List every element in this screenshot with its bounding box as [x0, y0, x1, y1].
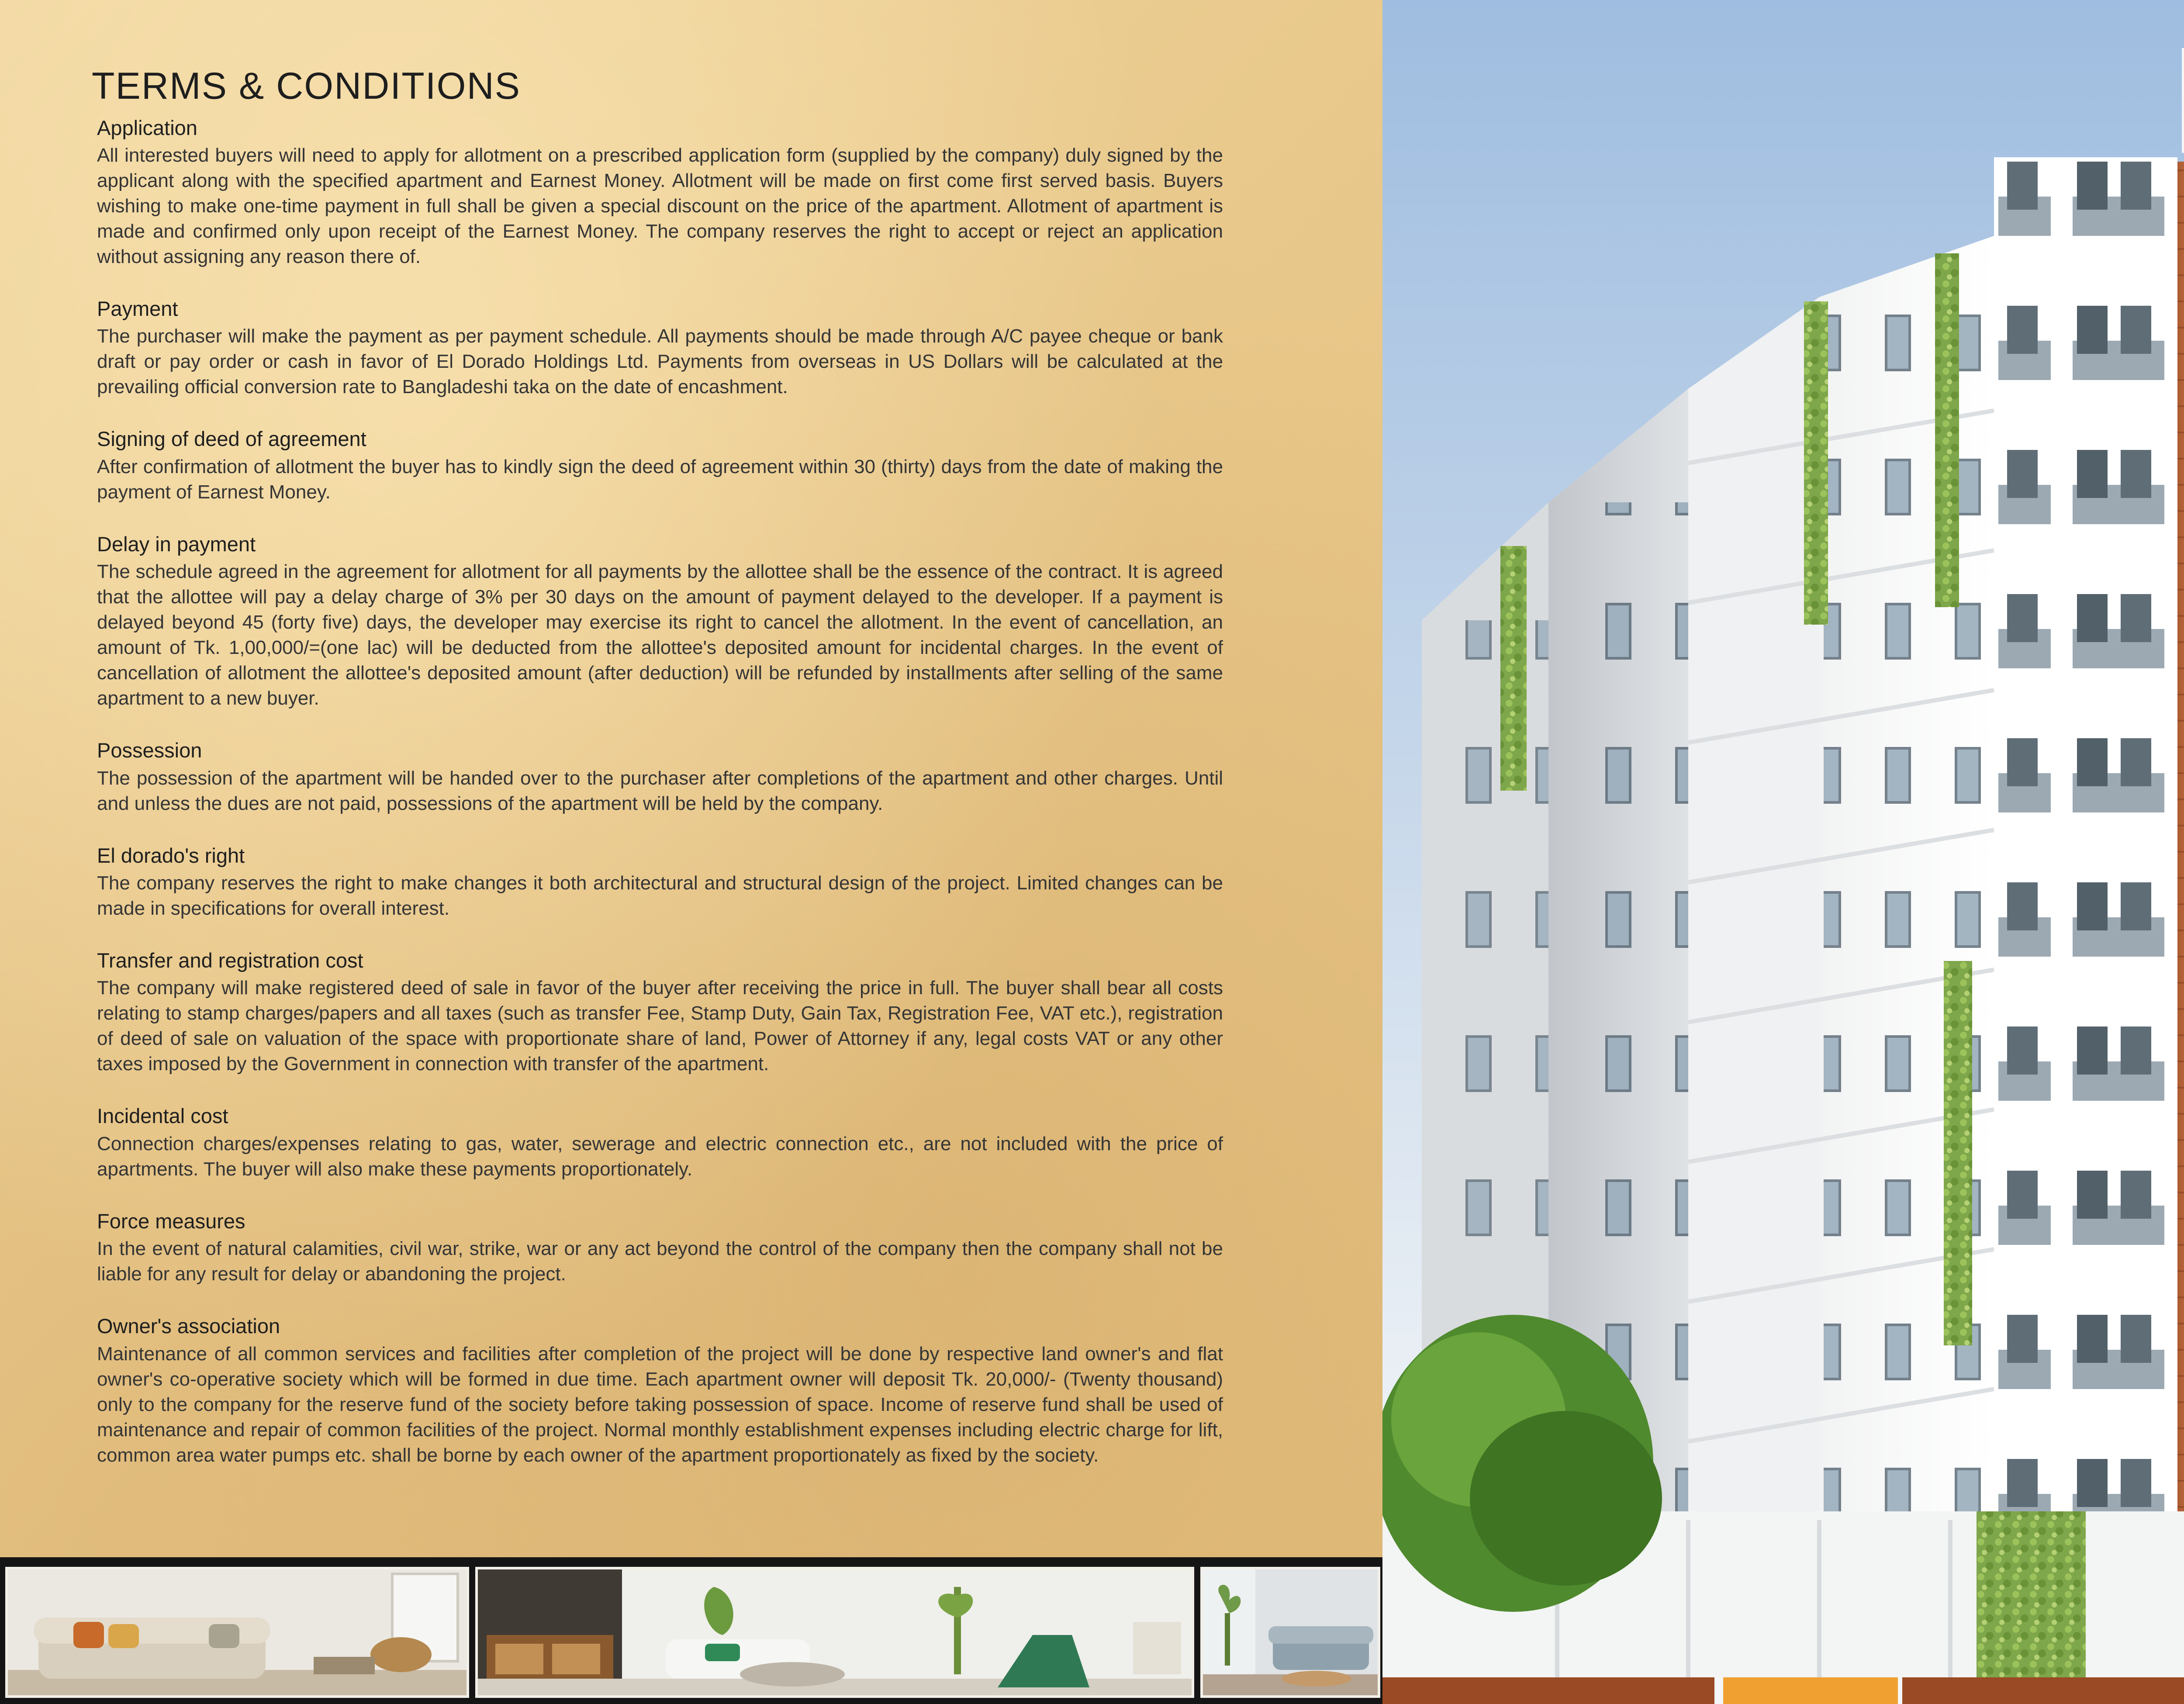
- section-force-measures: [97, 1209, 1223, 1287]
- section-heading: Force measures: [97, 1209, 245, 1233]
- section-heading: Owner's association: [97, 1314, 280, 1338]
- section-heading: El dorado's right: [97, 843, 245, 867]
- sitting-area-illustration: [1203, 1569, 1378, 1695]
- section-owners-association: [97, 1314, 1223, 1468]
- interior-lounge-illustration: [478, 1569, 1192, 1695]
- bottom-accent-bar: [1382, 1677, 2184, 1704]
- section-payment: [97, 297, 1223, 400]
- section-body: The schedule agreed in the agreement for allotment for all payments by the allottee shall be the essence of the contract. It is agreed that the allottee will pay a delay charge of 3% per 30 days on the amount of payment delayed to the developer. If a payment is delayed beyond 45 (forty five) days, the developer may exercise its right to cancel the allotment. In the event of cancellation, an amount of Tk. 1,00,000/=(one lac) will be deducted from the allottee's deposited amount for incidental charges. In the event of cancellation of allotment the allottee's deposited amount (after deduction) will be refunded by installments after selling of the same apartment to a new buyer.: [97, 561, 1223, 709]
- accent-bar-orange: [1723, 1677, 1898, 1704]
- section-transfer-registration: [97, 948, 1223, 1077]
- section-heading: Delay in payment: [97, 532, 256, 556]
- section-possession: [97, 738, 1223, 816]
- sitting-area-photo: [1200, 1567, 1380, 1698]
- building-image: [1382, 0, 2184, 1704]
- section-body: The purchaser will make the payment as per payment schedule. All payments should be made through A/C payee cheque or bank draft or pay order or cash in favor of El Dorado Holdings Ltd. Payments from overseas in US Dollars will be calculated at the prevailing official conversion rate to Bangladeshi taka on the date of encashment.: [97, 325, 1223, 398]
- living-room-photo: [5, 1567, 469, 1698]
- section-body: Connection charges/expenses relating to gas, water, sewerage and electric connection etc., are not included with the price of apartments. The buyer will also make these payments proportionately.: [97, 1133, 1223, 1180]
- section-body: The company reserves the right to make changes it both architectural and structural design of the project. Limited changes can be made in specifications for overall interest.: [97, 872, 1223, 919]
- section-heading: Incidental cost: [97, 1104, 228, 1128]
- section-body: All interested buyers will need to apply for allotment on a prescribed application form (supplied by the company) duly signed by the applicant along with the specified apartment and Earnest Money. Allotment will be made on first come first served basis. Buyers wishing to make one-time payment in full shall be given a special discount on the price of the apartment. Allotment of apartment is made and confirmed only upon receipt of the Earnest Money. The company reserves the right to accept or reject an application without assigning any reason there of.: [97, 144, 1223, 267]
- section-body: Maintenance of all common services and facilities after completion of the project will be done by respective land owner's and flat owner's co-operative society which will be formed in due time. Each apartment owner will deposit Tk. 20,000/- (Twenty thousand) only to the company for the reserve fund of the society before taking possession of space. Income of reserve fund shall be used of maintenance and repair of common facilities of the project. Normal monthly establishment expenses including electric charge for lift, common area water pumps etc. shall be borne by each owner of the apartment proportionately as fixed by the society.: [97, 1343, 1223, 1466]
- section-body: In the event of natural calamities, civil war, strike, war or any act beyond the control of the company then the company shall not be liable for any result for delay or abandoning the project.: [97, 1238, 1223, 1285]
- section-heading: Application: [97, 116, 197, 139]
- section-body: After confirmation of allotment the buyer has to kindly sign the deed of agreement within 30 (thirty) days from the date of making the payment of Earnest Money.: [97, 456, 1223, 503]
- section-el-dorado-right: [97, 843, 1223, 921]
- apartment-building-rendering: [1382, 0, 2184, 1704]
- section-heading: Transfer and registration cost: [97, 948, 363, 972]
- section-delay-in-payment: [97, 532, 1223, 711]
- thumbnail-strip: [0, 1557, 1382, 1704]
- page-title: TERMS & CONDITIONS: [92, 65, 521, 107]
- section-incidental-cost: [97, 1104, 1223, 1182]
- accent-bar-brown-right: [1902, 1677, 2184, 1704]
- section-heading: Signing of deed of agreement: [97, 427, 366, 451]
- section-heading: Payment: [97, 297, 178, 320]
- section-signing-deed: [97, 427, 1223, 505]
- accent-bar-brown-left: [1382, 1677, 1714, 1704]
- section-body: The possession of the apartment will be handed over to the purchaser after completions of the apartment and other charges. Until and unless the dues are not paid, possessions of the apartment will be held by the company.: [97, 767, 1223, 814]
- living-room-illustration: [8, 1569, 467, 1695]
- section-heading: Possession: [97, 739, 202, 762]
- interior-lounge-photo: [475, 1567, 1194, 1698]
- terms-content: [92, 66, 1223, 1495]
- section-body: The company will make registered deed of sale in favor of the buyer after receiving the price in full. The buyer shall bear all costs relating to stamp charges/papers and all taxes (such as transfer Fee, Stamp Duty, Gain Tax, Registration Fee, VAT etc.), registration of deed of sale on valuation of the space with proportionate share of land, Power of Attorney if any, legal costs VAT or any other taxes imposed by the Government in connection with transfer of the apartment.: [97, 977, 1223, 1075]
- section-application: [97, 116, 1223, 270]
